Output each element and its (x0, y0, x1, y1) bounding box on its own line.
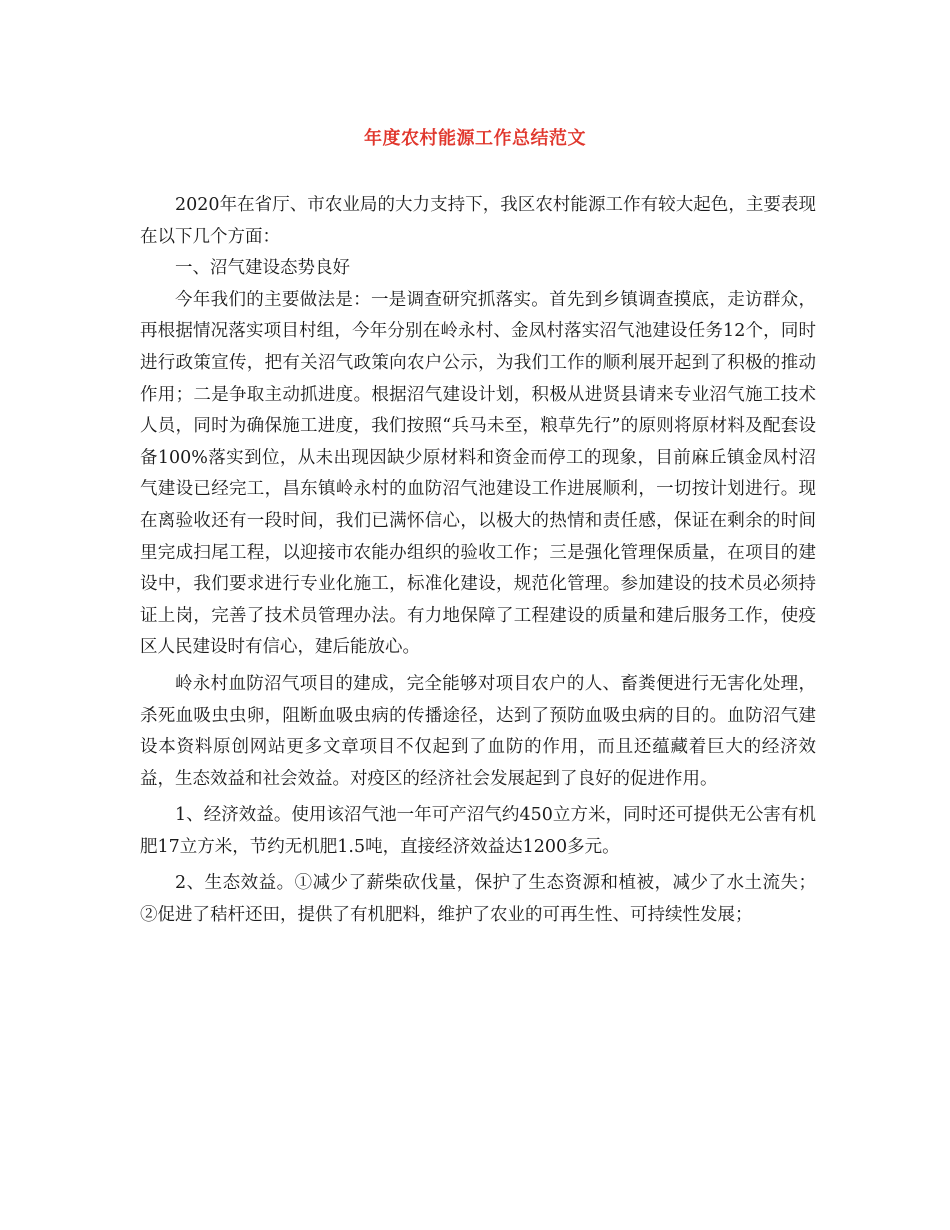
document-title: 年度农村能源工作总结范文 (364, 128, 586, 149)
document-body (140, 190, 816, 932)
paragraph-intro: 2020年在省厅、市农业局的大力支持下，我区农村能源工作有较大起色，主要表现在以下几个方面： (140, 195, 816, 247)
paragraph-project-benefits: 岭永村血防沼气项目的建成，完全能够对项目农户的人、畜粪便进行无害化处理，杀死血吸虫虫卵，阻断血吸虫病的传播途径，达到了预防血吸虫病的目的。血防沼气建设本资料原创网站更多文章项目不仅起到了血防的作用，而且还蕴藏着巨大的经济效益，生态效益和社会效益。对疫区的经济社会发展起到了良好的促进作用。 (140, 673, 816, 789)
paragraph-measures: 今年我们的主要做法是：一是调查研究抓落实。首先到乡镇调查摸底，走访群众，再根据情况落实项目村组，今年分别在岭永村、金凤村落实沼气池建设任务12个，同时进行政策宣传，把有关沼气政策向农户公示，为我们工作的顺利展开起到了积极的推动作用；二是争取主动抓进度。根据沼气建设计划，积极从进贤县请来专业沼气施工技术人员，同时为确保施工进度，我们按照“兵马未至，粮草先行”的原则将原材料及配套设备100%落实到位，从未出现因缺少原材料和资金而停工的现象，目前麻丘镇金凤村沼气建设已经完工，昌东镇岭永村的血防沼气池建设工作进展顺利，一切按计划进行。现在离验收还有一段时间，我们已满怀信心，以极大的热情和责任感，保证在剩余的时间里完成扫尾工程，以迎接市农能办组织的验收工作；三是强化管理保质量，在项目的建设中，我们要求进行专业化施工，标准化建设，规范化管理。参加建设的技术员必须持证上岗，完善了技术员管理办法。有力地保障了工程建设的质量和建后服务工作，使疫区人民建设时有信心，建后能放心。 (140, 289, 816, 658)
paragraph-economic-benefit: 1、经济效益。使用该沼气池一年可产沼气约450立方米，同时还可提供无公害有机肥17立方米，节约无机肥1.5吨，直接经济效益达1200多元。 (140, 805, 816, 857)
section-heading-biogas: 一、沼气建设态势良好 (175, 258, 350, 279)
paragraph-ecological-benefit: 2、生态效益。①减少了薪柴砍伐量，保护了生态资源和植被，减少了水土流失；②促进了秸杆还田，提供了有机肥料，维护了农业的可再生性、可持续性发展； (140, 873, 816, 926)
